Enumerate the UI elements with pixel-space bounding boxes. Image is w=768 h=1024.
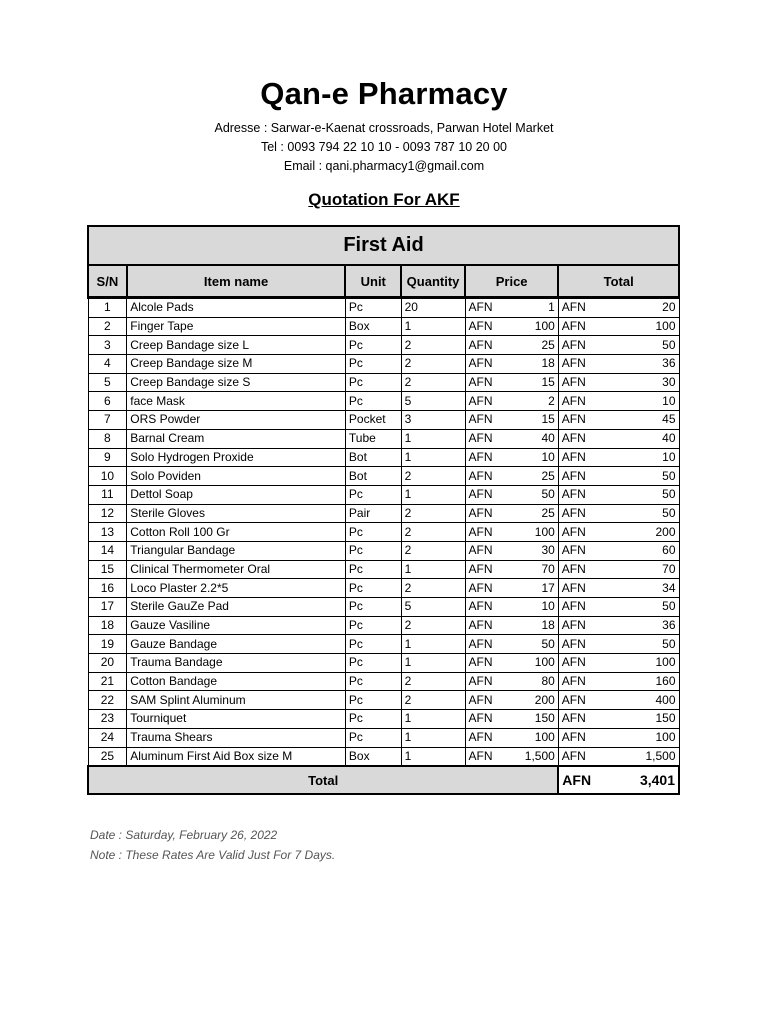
row-item-name: Solo Poviden [127,467,346,486]
row-item-name: Cotton Bandage [127,672,346,691]
table-row [88,747,679,766]
row-item-name: Trauma Shears [127,728,346,747]
row-total: 50 [594,504,679,523]
row-unit: Tube [345,429,401,448]
row-price-currency: AFN [465,747,499,766]
row-quantity: 2 [401,523,465,542]
row-price: 25 [499,336,558,355]
row-total-currency: AFN [558,373,594,392]
row-unit: Pc [345,579,401,598]
col-header-item: Item name [127,265,346,298]
row-total-currency: AFN [558,336,594,355]
row-quantity: 1 [401,654,465,673]
row-total: 10 [594,448,679,467]
col-header-total: Total [558,265,679,298]
row-unit: Pc [345,691,401,710]
row-total-currency: AFN [558,560,594,579]
row-quantity: 1 [401,635,465,654]
col-header-sn: S/N [88,265,127,298]
row-price-currency: AFN [465,579,499,598]
row-total-currency: AFN [558,448,594,467]
row-price: 1,500 [499,747,558,766]
row-total: 50 [594,485,679,504]
table-row [88,504,679,523]
row-total-currency: AFN [558,317,594,336]
row-quantity: 2 [401,541,465,560]
row-price-currency: AFN [465,635,499,654]
table-row [88,355,679,374]
row-sn: 7 [88,411,127,430]
row-unit: Pocket [345,411,401,430]
row-item-name: ORS Powder [127,411,346,430]
row-sn: 17 [88,598,127,617]
row-price-currency: AFN [465,373,499,392]
row-sn: 24 [88,728,127,747]
row-price-currency: AFN [465,467,499,486]
row-total: 40 [594,429,679,448]
table-row [88,672,679,691]
row-price: 100 [499,317,558,336]
row-price-currency: AFN [465,298,499,318]
row-sn: 6 [88,392,127,411]
table-row [88,485,679,504]
table-row [88,429,679,448]
row-price-currency: AFN [465,728,499,747]
row-price-currency: AFN [465,392,499,411]
row-price-currency: AFN [465,560,499,579]
quotation-table [87,225,680,795]
row-price: 15 [499,411,558,430]
row-price-currency: AFN [465,355,499,374]
row-price-currency: AFN [465,448,499,467]
row-unit: Pc [345,541,401,560]
row-unit: Pc [345,485,401,504]
row-total-currency: AFN [558,485,594,504]
row-unit: Pc [345,373,401,392]
row-total-currency: AFN [558,710,594,729]
row-price-currency: AFN [465,654,499,673]
row-price: 80 [499,672,558,691]
row-sn: 18 [88,616,127,635]
row-quantity: 2 [401,691,465,710]
grand-total-row [88,766,679,794]
row-price-currency: AFN [465,411,499,430]
row-sn: 9 [88,448,127,467]
row-price-currency: AFN [465,523,499,542]
row-quantity: 1 [401,560,465,579]
row-total-currency: AFN [558,654,594,673]
row-quantity: 1 [401,429,465,448]
row-total: 50 [594,336,679,355]
row-price: 150 [499,710,558,729]
row-item-name: Triangular Bandage [127,541,346,560]
table-row [88,560,679,579]
row-price-currency: AFN [465,504,499,523]
row-total-currency: AFN [558,411,594,430]
table-row [88,691,679,710]
row-total: 160 [594,672,679,691]
row-quantity: 1 [401,728,465,747]
table-row [88,298,679,318]
row-item-name: SAM Splint Aluminum [127,691,346,710]
row-total: 10 [594,392,679,411]
row-quantity: 2 [401,616,465,635]
row-item-name: Barnal Cream [127,429,346,448]
row-quantity: 5 [401,598,465,617]
row-item-name: Tourniquet [127,710,346,729]
row-unit: Pc [345,392,401,411]
row-sn: 12 [88,504,127,523]
row-item-name: Finger Tape [127,317,346,336]
row-sn: 13 [88,523,127,542]
row-total-currency: AFN [558,747,594,766]
row-item-name: Trauma Bandage [127,654,346,673]
row-price: 25 [499,504,558,523]
column-header-row [88,265,679,298]
row-sn: 14 [88,541,127,560]
row-quantity: 2 [401,579,465,598]
row-total-currency: AFN [558,467,594,486]
row-total-currency: AFN [558,523,594,542]
row-quantity: 1 [401,710,465,729]
row-item-name: Solo Hydrogen Proxide [127,448,346,467]
email-line: Email : qani.pharmacy1@gmail.com [283,159,485,173]
row-price: 10 [499,448,558,467]
row-item-name: Creep Bandage size M [127,355,346,374]
row-quantity: 3 [401,411,465,430]
row-price: 15 [499,373,558,392]
table-row [88,373,679,392]
row-unit: Pc [345,728,401,747]
row-sn: 1 [88,298,127,318]
row-quantity: 2 [401,336,465,355]
row-unit: Box [345,317,401,336]
row-total: 45 [594,411,679,430]
row-unit: Pc [345,523,401,542]
row-quantity: 1 [401,485,465,504]
row-total-currency: AFN [558,579,594,598]
row-item-name: Aluminum First Aid Box size M [127,747,346,766]
row-quantity: 2 [401,504,465,523]
grand-total-label: Total [88,766,558,794]
row-item-name: Dettol Soap [127,485,346,504]
row-unit: Pc [345,298,401,318]
row-total: 1,500 [594,747,679,766]
row-sn: 3 [88,336,127,355]
row-price-currency: AFN [465,485,499,504]
address-line: Adresse : Sarwar-e-Kaenat crossroads, Parwan Hotel Market [214,121,554,135]
row-price: 40 [499,429,558,448]
phone-line: Tel : 0093 794 22 10 10 - 0093 787 10 20 00 [260,140,508,154]
row-total: 20 [594,298,679,318]
row-price: 50 [499,635,558,654]
table-row [88,317,679,336]
row-sn: 10 [88,467,127,486]
row-total: 50 [594,598,679,617]
row-total: 150 [594,710,679,729]
table-row [88,448,679,467]
row-price-currency: AFN [465,429,499,448]
quotation-date: Date : Saturday, February 26, 2022 [90,828,278,842]
table-row [88,541,679,560]
row-price-currency: AFN [465,336,499,355]
grand-total-value: 3,401 [594,766,679,794]
row-price: 25 [499,467,558,486]
row-unit: Bot [345,448,401,467]
row-unit: Pc [345,598,401,617]
quotation-subtitle: Quotation For AKF [308,190,460,209]
row-item-name: Gauze Bandage [127,635,346,654]
validity-note: Note : These Rates Are Valid Just For 7 Days. [90,848,336,862]
row-price: 17 [499,579,558,598]
row-total-currency: AFN [558,429,594,448]
row-price: 70 [499,560,558,579]
row-total: 36 [594,355,679,374]
row-item-name: Loco Plaster 2.2*5 [127,579,346,598]
row-price-currency: AFN [465,672,499,691]
row-item-name: Sterile GauZe Pad [127,598,346,617]
row-price: 50 [499,485,558,504]
row-sn: 15 [88,560,127,579]
row-total: 50 [594,467,679,486]
row-sn: 8 [88,429,127,448]
table-row [88,635,679,654]
row-price: 2 [499,392,558,411]
section-title: First Aid [88,226,679,265]
row-total: 60 [594,541,679,560]
row-total: 70 [594,560,679,579]
row-quantity: 1 [401,317,465,336]
table-row [88,728,679,747]
row-price: 100 [499,523,558,542]
row-unit: Pair [345,504,401,523]
row-quantity: 2 [401,373,465,392]
row-total: 30 [594,373,679,392]
row-quantity: 20 [401,298,465,318]
table-row [88,598,679,617]
row-total: 100 [594,654,679,673]
row-unit: Bot [345,467,401,486]
row-price: 18 [499,616,558,635]
row-quantity: 5 [401,392,465,411]
pharmacy-title: Qan-e Pharmacy [260,76,508,111]
row-total-currency: AFN [558,541,594,560]
row-sn: 22 [88,691,127,710]
row-sn: 21 [88,672,127,691]
row-sn: 2 [88,317,127,336]
table-row [88,467,679,486]
row-price-currency: AFN [465,598,499,617]
section-header-row [88,226,679,265]
row-unit: Pc [345,672,401,691]
row-price-currency: AFN [465,710,499,729]
row-price-currency: AFN [465,616,499,635]
row-sn: 11 [88,485,127,504]
row-unit: Pc [345,616,401,635]
row-total: 100 [594,728,679,747]
row-price: 100 [499,654,558,673]
row-sn: 16 [88,579,127,598]
table-row [88,654,679,673]
row-unit: Pc [345,654,401,673]
row-quantity: 1 [401,747,465,766]
row-unit: Pc [345,336,401,355]
row-unit: Pc [345,710,401,729]
row-quantity: 2 [401,355,465,374]
row-total: 36 [594,616,679,635]
row-unit: Pc [345,355,401,374]
row-item-name: Creep Bandage size L [127,336,346,355]
grand-total-currency: AFN [558,766,594,794]
row-total-currency: AFN [558,298,594,318]
row-total-currency: AFN [558,504,594,523]
table-row [88,579,679,598]
row-unit: Box [345,747,401,766]
row-total-currency: AFN [558,392,594,411]
row-total: 34 [594,579,679,598]
row-sn: 25 [88,747,127,766]
table-row [88,336,679,355]
row-price: 1 [499,298,558,318]
col-header-unit: Unit [345,265,401,298]
row-price: 18 [499,355,558,374]
row-sn: 20 [88,654,127,673]
row-item-name: face Mask [127,392,346,411]
row-price: 10 [499,598,558,617]
col-header-price: Price [465,265,558,298]
row-quantity: 1 [401,448,465,467]
row-item-name: Sterile Gloves [127,504,346,523]
row-total-currency: AFN [558,616,594,635]
row-item-name: Gauze Vasiline [127,616,346,635]
row-sn: 4 [88,355,127,374]
table-row [88,616,679,635]
table-row [88,392,679,411]
row-total-currency: AFN [558,691,594,710]
row-price: 100 [499,728,558,747]
row-price-currency: AFN [465,541,499,560]
table-row [88,710,679,729]
row-unit: Pc [345,560,401,579]
row-price-currency: AFN [465,691,499,710]
row-total-currency: AFN [558,598,594,617]
row-item-name: Creep Bandage size S [127,373,346,392]
row-sn: 5 [88,373,127,392]
row-total-currency: AFN [558,728,594,747]
row-total: 100 [594,317,679,336]
row-price: 30 [499,541,558,560]
col-header-quantity: Quantity [401,265,465,298]
row-sn: 23 [88,710,127,729]
row-sn: 19 [88,635,127,654]
row-total-currency: AFN [558,355,594,374]
row-price-currency: AFN [465,317,499,336]
table-row [88,411,679,430]
row-item-name: Clinical Thermometer Oral [127,560,346,579]
table-row [88,523,679,542]
row-total-currency: AFN [558,635,594,654]
row-total: 200 [594,523,679,542]
row-total: 50 [594,635,679,654]
row-item-name: Alcole Pads [127,298,346,318]
row-quantity: 2 [401,672,465,691]
row-quantity: 2 [401,467,465,486]
row-total: 400 [594,691,679,710]
row-price: 200 [499,691,558,710]
row-total-currency: AFN [558,672,594,691]
row-item-name: Cotton Roll 100 Gr [127,523,346,542]
row-unit: Pc [345,635,401,654]
